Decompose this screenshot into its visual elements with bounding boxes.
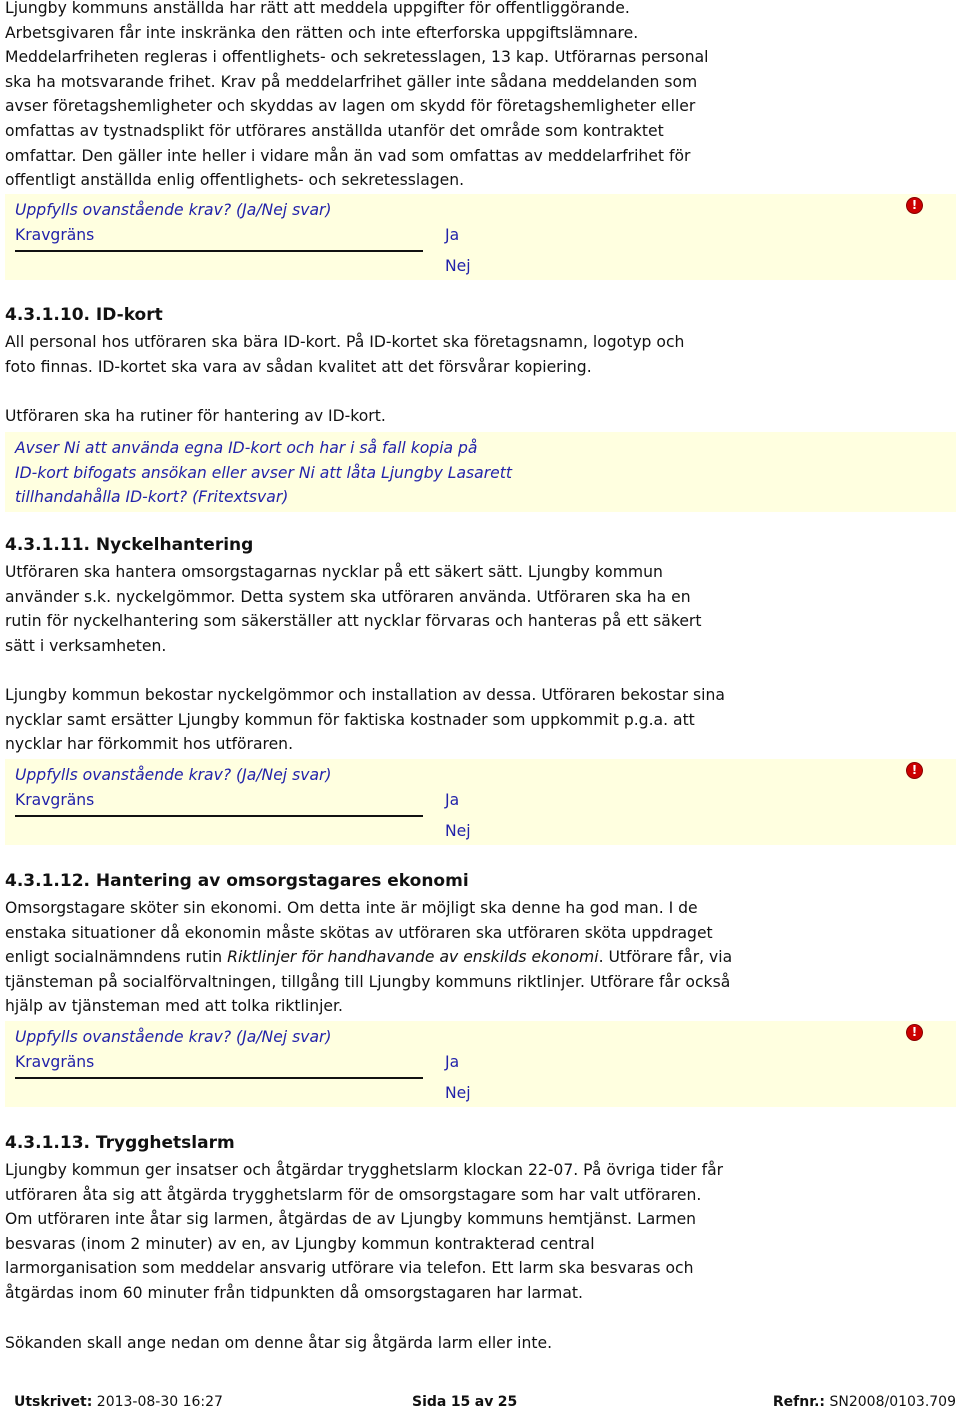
page-footer xyxy=(14,1393,956,1411)
text-line: ska ha motsvarande frihet. Krav på meddelarfrihet gäller inte sådana meddelanden som xyxy=(5,72,698,91)
page-total: 25 xyxy=(497,1394,518,1410)
text-line: nycklar samt ersätter Ljungby kommun för faktiska kostnader som uppkommit p.g.a. att xyxy=(5,710,695,729)
kravgrans-underline xyxy=(15,815,423,817)
text-line: Sökanden skall ange nedan om denne åtar sig åtgärda larm eller inte. xyxy=(5,1334,553,1352)
text-line: foto finnas. ID-kortet ska vara av sådan kvalitet att det försvårar kopiering. xyxy=(5,357,592,376)
text-line: Utföraren ska ha rutiner för hantering av ID-kort. xyxy=(5,407,386,425)
option-ja[interactable]: Ja xyxy=(445,226,460,244)
kravgrans-underline xyxy=(15,250,423,252)
text-line: Utföraren ska hantera omsorgstagarnas nycklar på ett säkert sätt. Ljungby kommun xyxy=(5,563,663,581)
question-box xyxy=(5,194,956,280)
question-box-id-kort[interactable] xyxy=(5,432,956,512)
paragraph-meddelarfrihet xyxy=(5,0,905,193)
option-ja[interactable]: Ja xyxy=(445,791,460,809)
text-line: Ljungby kommun bekostar nyckelgömmor och installation av dessa. Utföraren bekostar sina xyxy=(5,686,725,704)
page-number xyxy=(412,1393,517,1411)
question-box xyxy=(5,1021,956,1107)
text-line: avser företagshemligheter och skyddas av lagen om skydd för företagshemligheter eller xyxy=(5,97,696,116)
text-line: utföraren åta sig att åtgärda trygghetslarm för de omsorgstagare som har valt utföraren. xyxy=(5,1185,702,1204)
section-heading: 4.3.1.11. Nyckelhantering xyxy=(5,535,254,555)
text-line: All personal hos utföraren ska bära ID-kort. På ID-kortet ska företagsnamn, logotyp och xyxy=(5,333,685,351)
warning-icon: ! xyxy=(907,763,922,778)
section-heading: 4.3.1.13. Trygghetslarm xyxy=(5,1133,235,1153)
text-line: nycklar har förkommit hos utföraren. xyxy=(5,735,294,754)
paragraph-nyckelgommor xyxy=(5,683,905,757)
text-line: hjälp av tjänsteman med att tolka riktlinjer. xyxy=(5,997,343,1016)
warning-icon: ! xyxy=(907,198,922,213)
text-segment: enligt socialnämndens rutin xyxy=(5,948,228,967)
ref-value: SN2008/0103.709 xyxy=(829,1394,956,1410)
document-reference: Riktlinjer för handhavande av enskilds ekonomi xyxy=(227,948,599,967)
paragraph-id-kort xyxy=(5,330,905,379)
page-label: Sida xyxy=(412,1394,447,1410)
text-line: Avser Ni att använda egna ID-kort och har i så fall kopia på xyxy=(15,439,478,457)
text-line: omfattas av tystnadsplikt för utförares anställda utanför det område som kontraktet xyxy=(5,121,664,140)
text-line: offentligt anställda enlig offentlighets- och sekretesslagen. xyxy=(5,171,465,190)
text-line: larmorganisation som meddelar ansvarig utförare via telefon. Ett larm ska besvaras och xyxy=(5,1259,694,1278)
paragraph-ekonomi xyxy=(5,896,905,1019)
kravgrans-label: Kravgräns xyxy=(15,1053,95,1071)
text-line: sätt i verksamheten. xyxy=(5,636,167,655)
text-line: Ljungby kommuns anställda har rätt att meddela uppgifter för offentliggörande. xyxy=(5,0,630,17)
section-heading: 4.3.1.10. ID-kort xyxy=(5,305,163,325)
text-line: Meddelarfriheten regleras i offentlighets- och sekretesslagen, 13 kap. Utförarnas personal xyxy=(5,48,709,67)
option-nej[interactable]: Nej xyxy=(445,1084,471,1102)
question-text: Uppfylls ovanstående krav? (Ja/Nej svar) xyxy=(15,766,332,784)
question-text: Uppfylls ovanstående krav? (Ja/Nej svar) xyxy=(15,1028,332,1046)
text-line: besvaras (inom 2 minuter) av en, av Ljungby kommun kontrakterad central xyxy=(5,1234,595,1253)
text-line: omfattar. Den gäller inte heller i vidare mån än vad som omfattas av meddelarfrihet för xyxy=(5,146,691,165)
text-line: enstaka situationer då ekonomin måste skötas av utföraren ska utföraren sköta uppdraget xyxy=(5,923,713,942)
text-line: rutin för nyckelhantering som säkerställer att nycklar förvaras och hanteras på ett säkert xyxy=(5,612,702,631)
page-num: 15 xyxy=(450,1394,471,1410)
paragraph-trygghetslarm xyxy=(5,1158,905,1306)
paragraph-id-kort-rutiner xyxy=(5,404,905,429)
kravgrans-label: Kravgräns xyxy=(15,791,95,809)
warning-icon: ! xyxy=(907,1025,922,1040)
option-ja[interactable]: Ja xyxy=(445,1053,460,1071)
section-heading: 4.3.1.12. Hantering av omsorgstagares ekonomi xyxy=(5,871,469,891)
printed-label: Utskrivet: xyxy=(14,1394,93,1410)
printed-value: 2013-08-30 16:27 xyxy=(96,1394,223,1410)
paragraph-larm-instruktion xyxy=(5,1331,905,1356)
text-line: ID-kort bifogats ansökan eller avser Ni att låta Ljungby Lasarett xyxy=(15,463,512,482)
text-line: tjänsteman på socialförvaltningen, tillgång till Ljungby kommuns riktlinjer. Utförare får också xyxy=(5,972,731,991)
text-line: åtgärdas inom 60 minuter från tidpunkten då omsorgstagaren har larmat. xyxy=(5,1283,583,1302)
text-line: Omsorgstagare sköter sin ekonomi. Om detta inte är möjligt ska denne ha god man. I de xyxy=(5,899,698,917)
question-box xyxy=(5,759,956,845)
text-line: Arbetsgivaren får inte inskränka den rätten och inte efterforska uppgiftslämnare. xyxy=(5,23,639,42)
kravgrans-label: Kravgräns xyxy=(15,226,95,244)
option-nej[interactable]: Nej xyxy=(445,257,471,275)
question-text xyxy=(15,436,512,510)
text-line: Ljungby kommun ger insatser och åtgärdar trygghetslarm klockan 22-07. På övriga tider får xyxy=(5,1161,724,1179)
paragraph-nyckelhantering xyxy=(5,560,905,658)
reference-number xyxy=(773,1393,956,1411)
text-line: använder s.k. nyckelgömmor. Detta system ska utföraren använda. Utföraren ska ha en xyxy=(5,587,691,606)
text-line: tillhandahålla ID-kort? (Fritextsvar) xyxy=(15,488,289,507)
text-line: Om utföraren inte åtar sig larmen, åtgärdas de av Ljungby kommuns hemtjänst. Larmen xyxy=(5,1210,697,1229)
text-segment: . Utförare får, via xyxy=(598,948,733,967)
question-text: Uppfylls ovanstående krav? (Ja/Nej svar) xyxy=(15,201,332,219)
printed-date xyxy=(14,1393,223,1411)
text-line xyxy=(5,945,905,970)
option-nej[interactable]: Nej xyxy=(445,822,471,840)
page-of: av xyxy=(474,1394,494,1410)
kravgrans-underline xyxy=(15,1077,423,1079)
ref-label: Refnr.: xyxy=(772,1394,826,1410)
